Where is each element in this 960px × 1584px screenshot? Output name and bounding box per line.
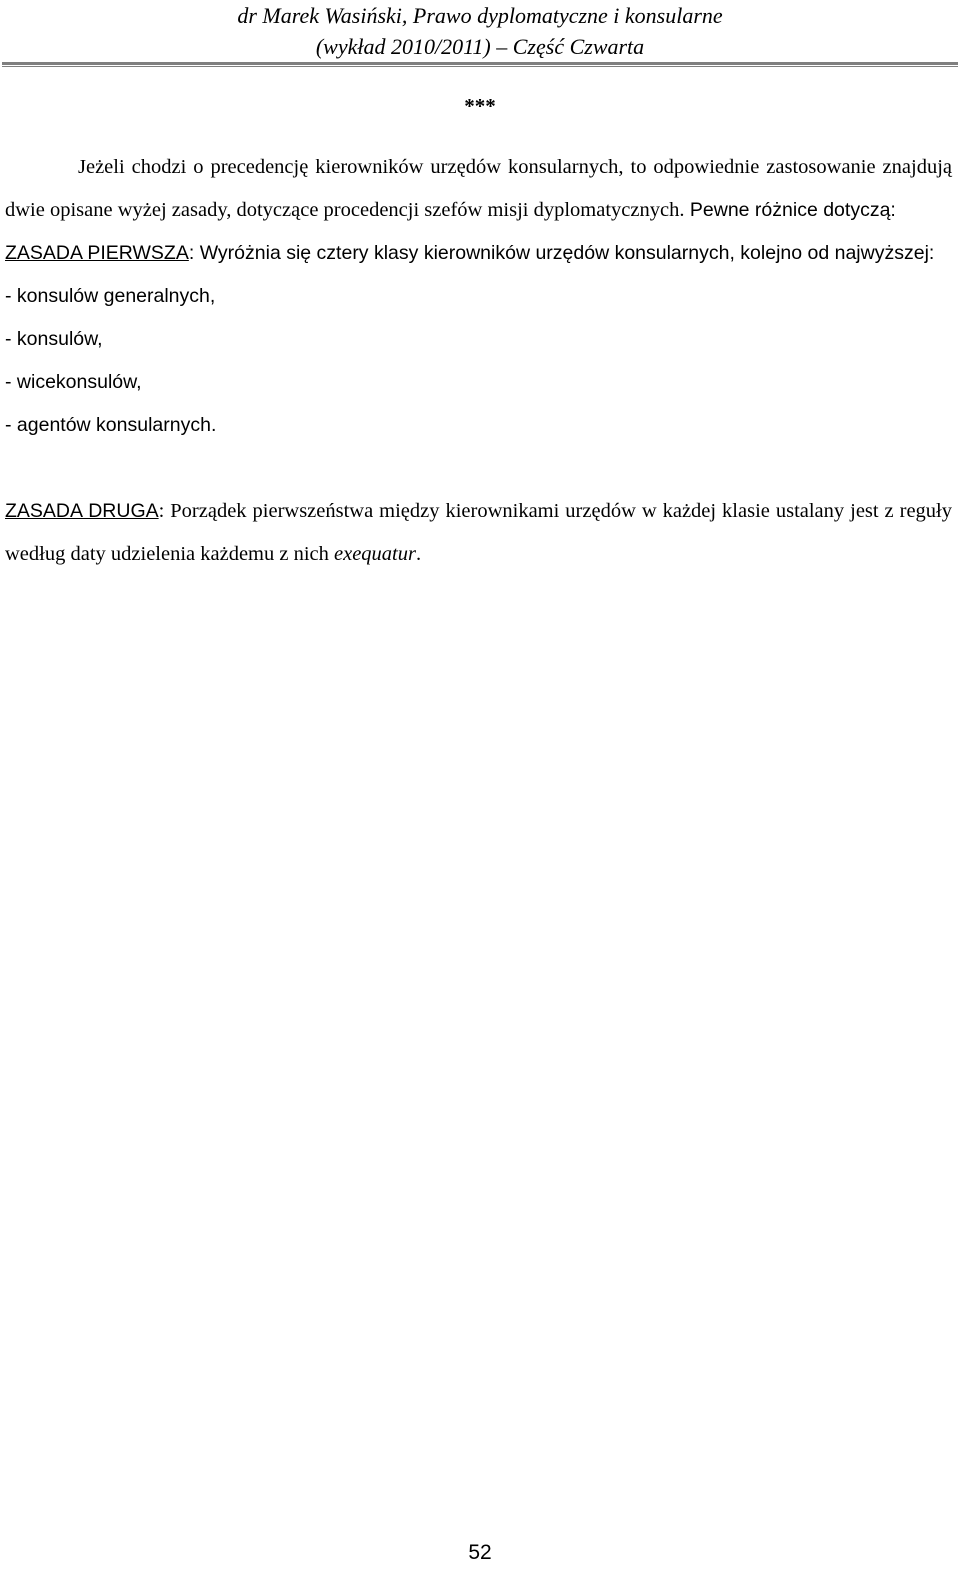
section-separator: *** [464, 94, 496, 118]
header-subtitle: (wykład 2010/2011) – Część Czwarta [315, 34, 645, 59]
page-body [5, 146, 952, 576]
intro-text-differences: Pewne różnice dotyczą: [684, 199, 896, 221]
list-item: - konsulów generalnych, [5, 285, 216, 307]
rule-one-text: : Wyróżnia się cztery klasy kierowników urzędów konsularnych, kolejno od najwyższej: [188, 242, 935, 264]
running-header [0, 0, 960, 62]
rule-two-end: . [416, 543, 422, 565]
rule-one-label: ZASADA PIERWSZA [5, 242, 189, 264]
rule-two-label: ZASADA DRUGA [5, 500, 159, 522]
rule-two-paragraph [5, 490, 952, 576]
rule-two-text: : Porządek pierwszeństwa między kierownikami urzędów w każdej klasie ustalany jest z reguły według daty udzielenia każdemu z nich [5, 500, 952, 565]
list-item: - agentów konsularnych. [5, 414, 217, 436]
rule-one-paragraph [5, 232, 952, 275]
list-item: - konsulów, [5, 328, 103, 350]
page-number: 52 [468, 1541, 492, 1564]
list-item: - wicekonsulów, [5, 371, 142, 393]
rule-two-italic-term: exequatur [334, 543, 416, 565]
intro-paragraph [5, 146, 952, 232]
paragraph-gap [5, 447, 952, 490]
header-rule-thin [2, 66, 958, 67]
header-rule-thick [2, 62, 958, 65]
header-title: dr Marek Wasiński, Prawo dyplomatyczne i konsularne [237, 3, 723, 28]
consul-class-list [5, 275, 952, 447]
intro-text: Jeżeli chodzi o precedencję kierowników urzędów konsularnych, to odpowiednie zastosowanie znajdują dwie opisane wyżej zasady, dotyczące procedencji szefów misji dyplomatycznych. [5, 156, 952, 221]
